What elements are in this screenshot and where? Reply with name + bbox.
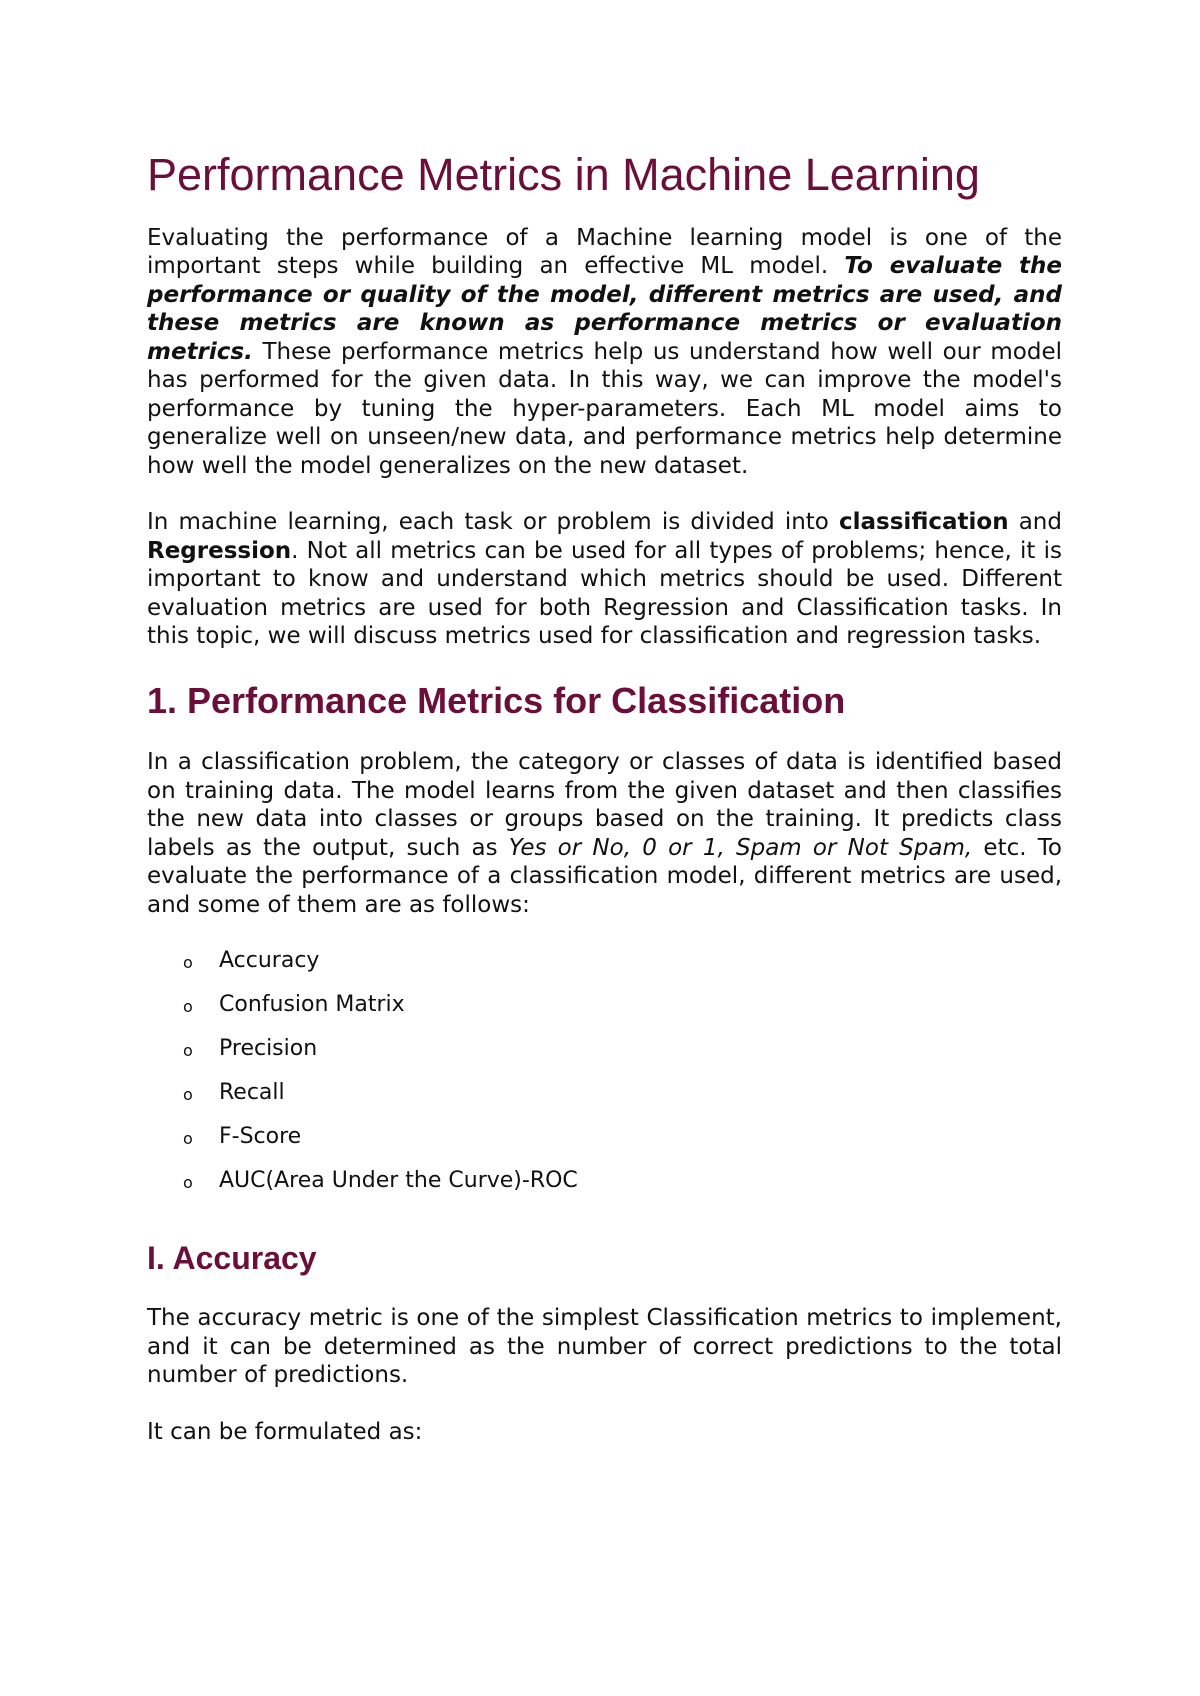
bullet-icon: o bbox=[183, 1085, 193, 1105]
formula-intro: It can be formulated as: bbox=[147, 1418, 423, 1445]
intro-paragraph bbox=[147, 224, 1062, 481]
list-item-label: AUC(Area Under the Curve)-ROC bbox=[219, 1168, 578, 1194]
bullet-icon: o bbox=[183, 953, 193, 973]
document-page bbox=[147, 150, 1062, 1474]
tasks-bold-classification: classification bbox=[839, 509, 1009, 535]
classification-text-1: In a classification problem, the category or classes of data is identified based on training data. The model learns from the given dataset and then classifies the new data into classes or groups based on the training. It predicts class labels as the output, such as bbox=[147, 749, 1062, 861]
list-item-label: F-Score bbox=[219, 1124, 302, 1150]
tasks-text-2: and bbox=[1008, 509, 1062, 535]
list-item bbox=[147, 947, 1062, 991]
tasks-text-3: . Not all metrics can be used for all types of problems; hence, it is important to know and understand which metrics should be used. Different evaluation metrics are used for both Regression and Classification tasks. In this topic, we will discuss metrics used for classification and regression tasks. bbox=[147, 537, 1062, 649]
list-item bbox=[147, 1167, 1062, 1211]
tasks-bold-regression: Regression bbox=[147, 537, 292, 564]
intro-emphasis: To evaluate the performance or quality of the model, different metrics are used, and these metrics are known as performance metrics or evaluation metrics. bbox=[147, 253, 1063, 365]
list-item bbox=[147, 1035, 1062, 1079]
list-item-label: Recall bbox=[219, 1080, 285, 1106]
section-heading-classification: 1. Performance Metrics for Classification bbox=[147, 679, 846, 721]
list-item bbox=[147, 991, 1062, 1035]
page-title: Performance Metrics in Machine Learning bbox=[147, 149, 980, 200]
metrics-list bbox=[147, 947, 1062, 1211]
classification-paragraph bbox=[147, 748, 1062, 919]
subsection-heading-accuracy: I. Accuracy bbox=[147, 1240, 317, 1277]
list-item-label: Accuracy bbox=[219, 948, 320, 974]
classification-text-2: etc. To evaluate the performance of a classification model, different metrics are used, and some of them are as follows: bbox=[147, 834, 1062, 918]
list-item bbox=[147, 1079, 1062, 1123]
bullet-icon: o bbox=[183, 997, 193, 1017]
bullet-icon: o bbox=[183, 1173, 193, 1193]
bullet-icon: o bbox=[183, 1041, 193, 1061]
list-item-label: Confusion Matrix bbox=[219, 992, 405, 1018]
intro-text-1: Evaluating the performance of a Machine learning model is one of the important steps while building an effective ML model. bbox=[147, 224, 1062, 279]
accuracy-paragraph: The accuracy metric is one of the simplest Classification metrics to implement, and it can be determined as the number of correct predictions to the total number of predictions. bbox=[147, 1305, 1062, 1389]
list-item bbox=[147, 1123, 1062, 1167]
bullet-icon: o bbox=[183, 1129, 193, 1149]
tasks-text-1: In machine learning, each task or problem is divided into bbox=[147, 509, 840, 535]
intro-text-3: These performance metrics help us understand how well our model has performed for the given data. In this way, we can improve the model's performance by tuning the hyper-parameters. Each ML model aims to generalize well on unseen/new data, and performance metrics help determine how well the model generalizes on the new dataset. bbox=[147, 338, 1062, 479]
classification-examples: Yes or No, 0 or 1, Spam or Not Spam, bbox=[508, 834, 973, 861]
list-item-label: Precision bbox=[219, 1036, 318, 1062]
ml-tasks-paragraph bbox=[147, 508, 1062, 651]
